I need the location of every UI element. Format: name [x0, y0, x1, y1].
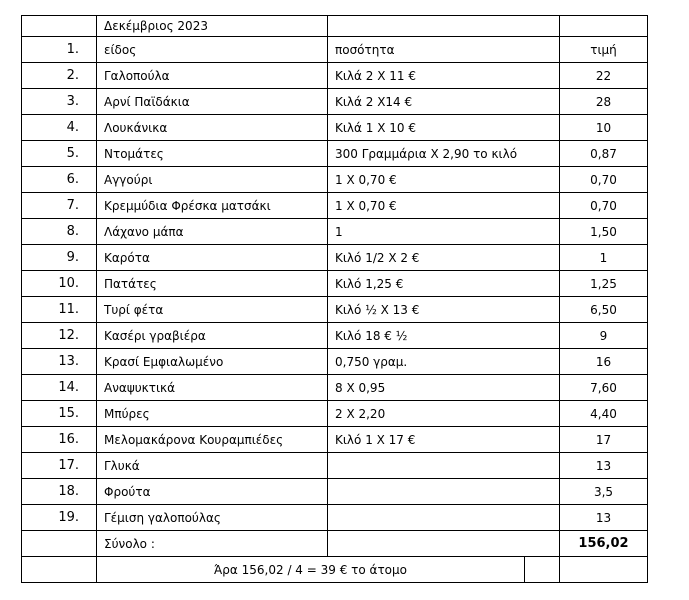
item-price: 28 [560, 89, 648, 115]
table-row [22, 219, 648, 245]
total-value: 156,02 [560, 531, 648, 557]
item-price: 17 [560, 427, 648, 453]
item-name: Γλυκά [97, 453, 328, 479]
item-quantity: 300 Γραμμάρια Χ 2,90 το κιλό [328, 141, 560, 167]
item-quantity: 1 Χ 0,70 € [328, 167, 560, 193]
item-price: 0,70 [560, 193, 648, 219]
item-price: 9 [560, 323, 648, 349]
quantity-column-header: ποσότητα [328, 37, 560, 63]
title-row [22, 16, 648, 37]
item-name: Λουκάνικα [97, 115, 328, 141]
row-number: 2. [22, 63, 97, 89]
empty-cell [22, 16, 97, 37]
item-name: Γέμιση γαλοπούλας [97, 505, 328, 531]
item-quantity [328, 505, 560, 531]
item-name: Κρασί Εμφιαλωμένο [97, 349, 328, 375]
item-price: 1,50 [560, 219, 648, 245]
item-name: Καρότα [97, 245, 328, 271]
table-row [22, 349, 648, 375]
table-row [22, 245, 648, 271]
row-number: 18. [22, 479, 97, 505]
item-price: 10 [560, 115, 648, 141]
item-quantity: Κιλά 2 Χ 11 € [328, 63, 560, 89]
table-row [22, 505, 648, 531]
row-number: 15. [22, 401, 97, 427]
item-name: Φρούτα [97, 479, 328, 505]
item-price: 13 [560, 505, 648, 531]
item-quantity: 2 Χ 2,20 [328, 401, 560, 427]
item-quantity: Κιλό 1 Χ 17 € [328, 427, 560, 453]
empty-cell [560, 557, 648, 583]
empty-cell [525, 557, 560, 583]
document-page [21, 15, 648, 583]
row-number: 19. [22, 505, 97, 531]
item-name: Ντομάτες [97, 141, 328, 167]
table-row [22, 297, 648, 323]
row-number: 12. [22, 323, 97, 349]
item-quantity: 8 Χ 0,95 [328, 375, 560, 401]
item-quantity: Κιλό 18 € ½ [328, 323, 560, 349]
item-column-header: είδος [97, 37, 328, 63]
row-number: 7. [22, 193, 97, 219]
row-number: 10. [22, 271, 97, 297]
item-name: Αναψυκτικά [97, 375, 328, 401]
table-row [22, 401, 648, 427]
table-row [22, 323, 648, 349]
item-name: Αρνί Παϊδάκια [97, 89, 328, 115]
table-row [22, 115, 648, 141]
total-row [22, 531, 648, 557]
table-row [22, 167, 648, 193]
table-row [22, 89, 648, 115]
empty-cell [22, 557, 97, 583]
item-quantity: 1 [328, 219, 560, 245]
item-quantity: Κιλά 2 Χ14 € [328, 89, 560, 115]
empty-cell [328, 16, 560, 37]
item-name: Κρεμμύδια Φρέσκα ματσάκι [97, 193, 328, 219]
item-quantity: Κιλά 1 Χ 10 € [328, 115, 560, 141]
item-price: 1 [560, 245, 648, 271]
item-quantity: 1 Χ 0,70 € [328, 193, 560, 219]
table-row [22, 63, 648, 89]
row-number: 13. [22, 349, 97, 375]
item-name: Πατάτες [97, 271, 328, 297]
month-title: Δεκέμβριος 2023 [97, 16, 328, 37]
row-number: 8. [22, 219, 97, 245]
item-price: 22 [560, 63, 648, 89]
table-row [22, 271, 648, 297]
item-quantity [328, 453, 560, 479]
per-person-summary: Άρα 156,02 / 4 = 39 € το άτομο [97, 557, 525, 583]
price-column-header: τιμή [560, 37, 648, 63]
summary-row [22, 557, 648, 583]
row-number: 4. [22, 115, 97, 141]
item-quantity [328, 479, 560, 505]
row-number: 5. [22, 141, 97, 167]
table-row [22, 375, 648, 401]
item-price: 7,60 [560, 375, 648, 401]
item-name: Λάχανο μάπα [97, 219, 328, 245]
total-label: Σύνολο : [97, 531, 328, 557]
item-name: Αγγούρι [97, 167, 328, 193]
index-number: 1. [22, 37, 97, 63]
item-price: 0,70 [560, 167, 648, 193]
item-name: Γαλοπούλα [97, 63, 328, 89]
item-price: 3,5 [560, 479, 648, 505]
item-price: 1,25 [560, 271, 648, 297]
column-header-row [22, 37, 648, 63]
empty-cell [328, 531, 560, 557]
item-price: 4,40 [560, 401, 648, 427]
row-number: 9. [22, 245, 97, 271]
empty-cell [560, 16, 648, 37]
item-price: 0,87 [560, 141, 648, 167]
row-number: 11. [22, 297, 97, 323]
item-quantity: 0,750 γραμ. [328, 349, 560, 375]
table-row [22, 427, 648, 453]
item-name: Τυρί φέτα [97, 297, 328, 323]
item-name: Μπύρες [97, 401, 328, 427]
item-quantity: Κιλό ½ Χ 13 € [328, 297, 560, 323]
item-name: Κασέρι γραβιέρα [97, 323, 328, 349]
item-price: 16 [560, 349, 648, 375]
item-price: 13 [560, 453, 648, 479]
row-number: 16. [22, 427, 97, 453]
table-row [22, 479, 648, 505]
table-row [22, 141, 648, 167]
row-number: 6. [22, 167, 97, 193]
item-price: 6,50 [560, 297, 648, 323]
table-row [22, 193, 648, 219]
table-row [22, 453, 648, 479]
empty-cell [22, 531, 97, 557]
row-number: 17. [22, 453, 97, 479]
row-number: 14. [22, 375, 97, 401]
item-name: Μελομακάρονα Κουραμπιέδες [97, 427, 328, 453]
row-number: 3. [22, 89, 97, 115]
item-quantity: Κιλό 1/2 Χ 2 € [328, 245, 560, 271]
item-quantity: Κιλό 1,25 € [328, 271, 560, 297]
shopping-budget-table [21, 15, 648, 583]
